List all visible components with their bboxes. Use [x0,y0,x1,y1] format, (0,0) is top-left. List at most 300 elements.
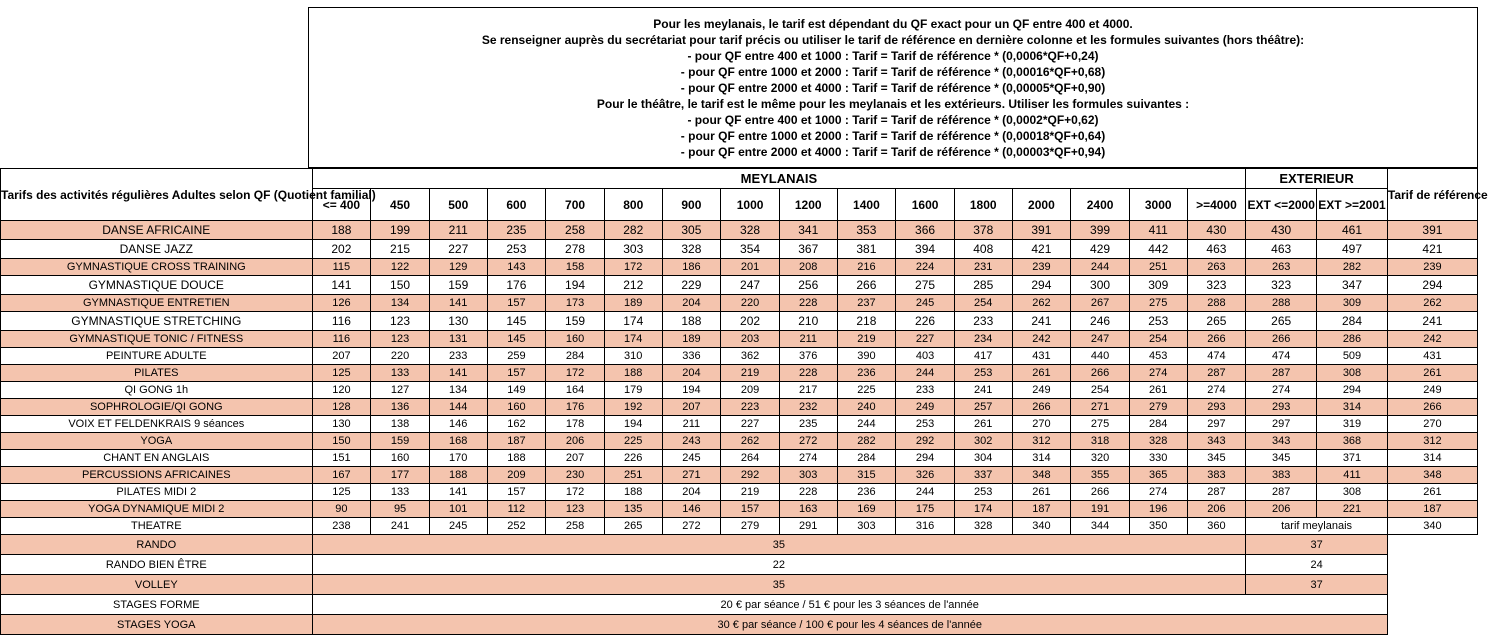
qf-price-cell: 116 [312,331,371,348]
reference-price-cell: 242 [1387,331,1477,348]
qf-price-cell: 178 [546,416,605,433]
ext-column-header: EXT <=2000 [1246,189,1317,221]
ext-price-cell: 287 [1246,484,1317,501]
qf-price-cell: 236 [837,484,896,501]
qf-price-cell: 275 [1129,295,1187,312]
qf-price-cell: 345 [1187,450,1246,467]
qf-price-cell: 365 [1129,467,1187,484]
ext-price-cell: 297 [1246,416,1317,433]
ext-price-cell: 319 [1317,416,1388,433]
reference-price-cell: 294 [1387,276,1477,295]
qf-price-cell: 120 [312,382,371,399]
qf-price-cell: 208 [779,259,837,276]
qf-price-cell: 292 [896,433,955,450]
qf-price-cell: 236 [837,365,896,382]
qf-price-cell: 328 [954,518,1012,535]
stage-row [1,615,1478,635]
note-line: - pour QF entre 1000 et 2000 : Tarif = Tarif de référence * (0,00016*QF+0,68) [680,65,1106,79]
qf-price-cell: 174 [604,312,662,331]
qf-price-cell: 440 [1071,348,1130,365]
ext-column-header: EXT >=2001 [1317,189,1388,221]
ext-price-cell: 371 [1317,450,1388,467]
activity-row [1,382,1478,399]
qf-price-cell: 223 [721,399,780,416]
ext-price-cell: 274 [1246,382,1317,399]
ext-price-cell: 368 [1317,433,1388,450]
reference-price-cell: 249 [1387,382,1477,399]
ext-price-cell: 474 [1246,348,1317,365]
note-line: - pour QF entre 1000 et 2000 : Tarif = Tarif de référence * (0,00018*QF+0,64) [680,129,1106,143]
qf-price-cell: 266 [837,276,896,295]
qf-price-cell: 204 [662,484,721,501]
qf-price-cell: 261 [1129,382,1187,399]
reference-price-cell: 187 [1387,501,1477,518]
qf-price-cell: 474 [1187,348,1246,365]
qf-price-cell: 284 [1129,416,1187,433]
activity-row [1,312,1478,331]
qf-price-cell: 318 [1071,433,1130,450]
qf-price-cell: 176 [487,276,546,295]
blank-cell [1387,615,1477,635]
qf-price-cell: 287 [1187,484,1246,501]
qf-price-cell: 267 [1071,295,1130,312]
qf-price-cell: 293 [1187,399,1246,416]
qf-price-cell: 187 [487,433,546,450]
qf-price-cell: 188 [604,365,662,382]
qf-price-cell: 141 [429,365,487,382]
activity-name: DANSE AFRICAINE [1,221,313,240]
ext-price-cell: 309 [1317,295,1388,312]
ext-price-cell: 221 [1317,501,1388,518]
qf-price-cell: 159 [429,276,487,295]
qf-price-cell: 253 [1129,312,1187,331]
reference-price-cell: 239 [1387,259,1477,276]
qf-price-cell: 217 [779,382,837,399]
qf-price-cell: 394 [896,240,955,259]
ext-price-cell: 308 [1317,484,1388,501]
qf-price-cell: 150 [312,433,371,450]
reference-price-cell: 261 [1387,484,1477,501]
qf-price-cell: 227 [896,331,955,348]
qf-price-cell: 157 [487,365,546,382]
ext-price-cell: 293 [1246,399,1317,416]
qf-column-header: 900 [662,189,721,221]
qf-price-cell: 228 [779,365,837,382]
activity-name: SOPHROLOGIE/QI GONG [1,399,313,416]
qf-price-cell: 168 [429,433,487,450]
qf-price-cell: 246 [1071,312,1130,331]
qf-column-header: 1200 [779,189,837,221]
qf-price-cell: 253 [954,365,1012,382]
qf-price-cell: 192 [604,399,662,416]
qf-price-cell: 284 [837,450,896,467]
flat-rate-row [1,575,1478,595]
qf-price-cell: 328 [1129,433,1187,450]
qf-price-cell: 340 [1012,518,1071,535]
qf-price-cell: 233 [429,348,487,365]
activity-name: PILATES MIDI 2 [1,484,313,501]
qf-price-cell: 235 [779,416,837,433]
qf-price-cell: 207 [662,399,721,416]
ext-price-cell: 266 [1246,331,1317,348]
qf-price-cell: 157 [721,501,780,518]
ext-price-cell: 294 [1317,382,1388,399]
activity-name: YOGA DYNAMIQUE MIDI 2 [1,501,313,518]
qf-price-cell: 463 [1187,240,1246,259]
qf-price-cell: 253 [896,416,955,433]
qf-price-cell: 254 [954,295,1012,312]
qf-price-cell: 288 [1187,295,1246,312]
qf-column-header: >=4000 [1187,189,1246,221]
qf-price-cell: 360 [1187,518,1246,535]
qf-price-cell: 134 [429,382,487,399]
qf-price-cell: 278 [546,240,605,259]
qf-price-cell: 233 [954,312,1012,331]
qf-price-cell: 254 [1071,382,1130,399]
qf-price-cell: 172 [546,484,605,501]
qf-price-cell: 173 [546,295,605,312]
activity-row [1,416,1478,433]
meylanais-flat-price: 35 [312,575,1246,595]
qf-column-header: 1400 [837,189,896,221]
activity-row [1,240,1478,259]
qf-price-cell: 247 [721,276,780,295]
qf-price-cell: 218 [837,312,896,331]
activity-name: GYMNASTIQUE TONIC / FITNESS [1,331,313,348]
ext-price-cell: 430 [1246,221,1317,240]
meylanais-header: MEYLANAIS [312,169,1246,189]
qf-price-cell: 320 [1071,450,1130,467]
flat-rate-row [1,535,1478,555]
qf-price-cell: 201 [721,259,780,276]
qf-price-cell: 247 [1071,331,1130,348]
qf-price-cell: 145 [487,312,546,331]
blank-cell [1387,535,1477,555]
qf-price-cell: 188 [604,484,662,501]
qf-price-cell: 284 [546,348,605,365]
qf-price-cell: 162 [487,416,546,433]
qf-price-cell: 226 [896,312,955,331]
reference-price-cell: 421 [1387,240,1477,259]
activity-name: QI GONG 1h [1,382,313,399]
qf-price-cell: 294 [896,450,955,467]
ext-flat-price: 37 [1246,575,1388,595]
ext-price-cell: 206 [1246,501,1317,518]
qf-price-cell: 285 [954,276,1012,295]
activity-row [1,399,1478,416]
note-line: - pour QF entre 2000 et 4000 : Tarif = Tarif de référence * (0,00003*QF+0,94) [680,145,1106,159]
reference-price-cell: 391 [1387,221,1477,240]
qf-price-cell: 245 [896,295,955,312]
qf-price-cell: 305 [662,221,721,240]
qf-price-cell: 259 [487,348,546,365]
qf-price-cell: 303 [837,518,896,535]
qf-price-cell: 252 [487,518,546,535]
qf-price-cell: 249 [896,399,955,416]
qf-price-cell: 256 [779,276,837,295]
qf-price-cell: 297 [1187,416,1246,433]
qf-price-cell: 253 [954,484,1012,501]
qf-price-cell: 262 [721,433,780,450]
qf-price-cell: 314 [1012,450,1071,467]
qf-price-cell: 249 [1012,382,1071,399]
qf-price-cell: 243 [662,433,721,450]
qf-price-cell: 241 [1012,312,1071,331]
reference-header: Tarif de référence [1387,169,1477,221]
qf-price-cell: 216 [837,259,896,276]
qf-price-cell: 403 [896,348,955,365]
qf-price-cell: 141 [312,276,371,295]
qf-column-header: 1000 [721,189,780,221]
activity-name: GYMNASTIQUE ENTRETIEN [1,295,313,312]
qf-price-cell: 219 [721,484,780,501]
qf-price-cell: 261 [954,416,1012,433]
qf-price-cell: 202 [312,240,371,259]
reference-price-cell: 262 [1387,295,1477,312]
qf-price-cell: 134 [371,295,430,312]
qf-price-cell: 179 [604,382,662,399]
activity-name: THEATRE [1,518,313,535]
qf-price-cell: 291 [779,518,837,535]
qf-price-cell: 128 [312,399,371,416]
ext-price-cell: 263 [1246,259,1317,276]
note-line: Pour les meylanais, le tarif est dépendant du QF exact pour un QF entre 400 et 4000. [653,17,1133,31]
qf-price-cell: 310 [604,348,662,365]
qf-price-cell: 188 [429,467,487,484]
qf-price-cell: 115 [312,259,371,276]
meylanais-flat-price: 35 [312,535,1246,555]
ext-price-cell: 286 [1317,331,1388,348]
qf-price-cell: 326 [896,467,955,484]
qf-price-cell: 262 [1012,295,1071,312]
qf-price-cell: 206 [1187,501,1246,518]
qf-price-cell: 300 [1071,276,1130,295]
qf-price-cell: 328 [662,240,721,259]
activity-name: RANDO BIEN ÊTRE [1,555,313,575]
qf-price-cell: 417 [954,348,1012,365]
note-line: - pour QF entre 400 et 1000 : Tarif = Tarif de référence * (0,0002*QF+0,62) [687,113,1099,127]
qf-price-cell: 421 [1012,240,1071,259]
qf-price-cell: 127 [371,382,430,399]
ext-flat-price: 24 [1246,555,1388,575]
qf-column-header: 500 [429,189,487,221]
ext-price-cell: 265 [1246,312,1317,331]
qf-price-cell: 279 [721,518,780,535]
qf-price-cell: 266 [1071,365,1130,382]
qf-price-cell: 146 [662,501,721,518]
qf-price-cell: 202 [721,312,780,331]
qf-price-cell: 309 [1129,276,1187,295]
qf-price-cell: 304 [954,450,1012,467]
qf-price-cell: 378 [954,221,1012,240]
activity-row [1,221,1478,240]
qf-price-cell: 159 [371,433,430,450]
meylanais-flat-price: 22 [312,555,1246,575]
qf-price-cell: 231 [954,259,1012,276]
qf-price-cell: 227 [721,416,780,433]
activity-name: PEINTURE ADULTE [1,348,313,365]
qf-price-cell: 274 [779,450,837,467]
flat-rate-row [1,555,1478,575]
activity-name: STAGES YOGA [1,615,313,635]
blank-cell [1387,575,1477,595]
qf-column-header: 3000 [1129,189,1187,221]
activity-row [1,295,1478,312]
qf-column-header: 600 [487,189,546,221]
qf-price-cell: 275 [1071,416,1130,433]
qf-price-cell: 348 [1012,467,1071,484]
qf-price-cell: 336 [662,348,721,365]
qf-price-cell: 344 [1071,518,1130,535]
qf-price-cell: 224 [896,259,955,276]
ext-price-cell: 463 [1246,240,1317,259]
qf-price-cell: 258 [546,518,605,535]
ext-price-cell: 288 [1246,295,1317,312]
qf-price-cell: 229 [662,276,721,295]
reference-price-cell: 314 [1387,450,1477,467]
qf-price-cell: 215 [371,240,430,259]
qf-price-cell: 174 [954,501,1012,518]
qf-price-cell: 160 [371,450,430,467]
qf-price-cell: 194 [662,382,721,399]
theatre-row [1,518,1478,535]
qf-price-cell: 210 [779,312,837,331]
qf-price-cell: 196 [1129,501,1187,518]
ext-price-cell: 323 [1246,276,1317,295]
qf-price-cell: 123 [371,331,430,348]
qf-price-cell: 167 [312,467,371,484]
qf-price-cell: 390 [837,348,896,365]
qf-price-cell: 453 [1129,348,1187,365]
stage-price-text: 30 € par séance / 100 € pour les 4 séances de l'année [312,615,1387,635]
activity-row [1,348,1478,365]
ext-price-cell: 509 [1317,348,1388,365]
qf-price-cell: 169 [837,501,896,518]
qf-price-cell: 227 [429,240,487,259]
qf-price-cell: 116 [312,312,371,331]
qf-price-cell: 251 [604,467,662,484]
qf-price-cell: 328 [721,221,780,240]
ext-price-cell: 284 [1317,312,1388,331]
header-title: Tarifs des activités régulières Adultes selon QF (Quotient familial) [1,169,313,221]
ext-price-cell: 287 [1246,365,1317,382]
qf-price-cell: 212 [604,276,662,295]
qf-price-cell: 204 [662,365,721,382]
qf-price-cell: 337 [954,467,1012,484]
qf-price-cell: 203 [721,331,780,348]
note-line: Se renseigner auprès du secrétariat pour tarif précis ou utiliser le tarif de référence en dernière colonne et les formules suivantes (hors théâtre): [481,33,1305,47]
qf-price-cell: 353 [837,221,896,240]
qf-price-cell: 189 [662,331,721,348]
qf-price-cell: 146 [429,416,487,433]
qf-price-cell: 175 [896,501,955,518]
qf-price-cell: 257 [954,399,1012,416]
qf-price-cell: 238 [312,518,371,535]
note-line: Pour le théâtre, le tarif est le même pour les meylanais et les extérieurs. Utiliser les formules suivantes : [596,97,1190,111]
qf-price-cell: 123 [371,312,430,331]
qf-price-cell: 251 [1129,259,1187,276]
qf-price-cell: 129 [429,259,487,276]
tarifs-table [0,168,1488,635]
qf-price-cell: 126 [312,295,371,312]
activity-name: PILATES [1,365,313,382]
qf-price-cell: 411 [1129,221,1187,240]
qf-price-cell: 237 [837,295,896,312]
qf-price-cell: 275 [896,276,955,295]
qf-price-cell: 157 [487,295,546,312]
reference-price-cell: 340 [1387,518,1477,535]
qf-price-cell: 133 [371,365,430,382]
qf-price-cell: 199 [371,221,430,240]
qf-price-cell: 266 [1071,484,1130,501]
qf-price-cell: 225 [604,433,662,450]
qf-price-cell: 151 [312,450,371,467]
qf-price-cell: 150 [371,276,430,295]
qf-price-cell: 265 [1187,312,1246,331]
activity-name: GYMNASTIQUE DOUCE [1,276,313,295]
qf-price-cell: 343 [1187,433,1246,450]
qf-price-cell: 266 [1012,399,1071,416]
qf-price-cell: 232 [779,399,837,416]
qf-price-cell: 194 [546,276,605,295]
qf-price-cell: 141 [429,484,487,501]
reference-price-cell: 241 [1387,312,1477,331]
qf-price-cell: 241 [954,382,1012,399]
qf-price-cell: 350 [1129,518,1187,535]
qf-price-cell: 330 [1129,450,1187,467]
qf-price-cell: 234 [954,331,1012,348]
qf-price-cell: 225 [837,382,896,399]
blank-cell [1387,595,1477,615]
qf-price-cell: 431 [1012,348,1071,365]
ext-price-cell: 282 [1317,259,1388,276]
qf-price-cell: 429 [1071,240,1130,259]
qf-price-cell: 244 [896,365,955,382]
qf-price-cell: 391 [1012,221,1071,240]
ext-price-cell: 461 [1317,221,1388,240]
qf-price-cell: 112 [487,501,546,518]
qf-price-cell: 366 [896,221,955,240]
qf-column-header: 2000 [1012,189,1071,221]
qf-price-cell: 315 [837,467,896,484]
qf-price-cell: 176 [546,399,605,416]
activity-name: CHANT EN ANGLAIS [1,450,313,467]
qf-price-cell: 245 [662,450,721,467]
qf-price-cell: 191 [1071,501,1130,518]
qf-column-header: <= 400 [312,189,371,221]
activity-name: STAGES FORME [1,595,313,615]
qf-price-cell: 303 [779,467,837,484]
qf-price-cell: 211 [779,331,837,348]
qf-price-cell: 312 [1012,433,1071,450]
qf-price-cell: 188 [662,312,721,331]
qf-price-cell: 206 [546,433,605,450]
qf-price-cell: 188 [312,221,371,240]
qf-column-header: 2400 [1071,189,1130,221]
qf-price-cell: 274 [1129,365,1187,382]
qf-price-cell: 90 [312,501,371,518]
reference-price-cell: 270 [1387,416,1477,433]
pricing-notes [308,7,1478,168]
qf-price-cell: 130 [312,416,371,433]
qf-price-cell: 323 [1187,276,1246,295]
qf-price-cell: 261 [1012,365,1071,382]
qf-price-cell: 143 [487,259,546,276]
qf-price-cell: 287 [1187,365,1246,382]
qf-price-cell: 399 [1071,221,1130,240]
reference-price-cell: 348 [1387,467,1477,484]
qf-price-cell: 263 [1187,259,1246,276]
